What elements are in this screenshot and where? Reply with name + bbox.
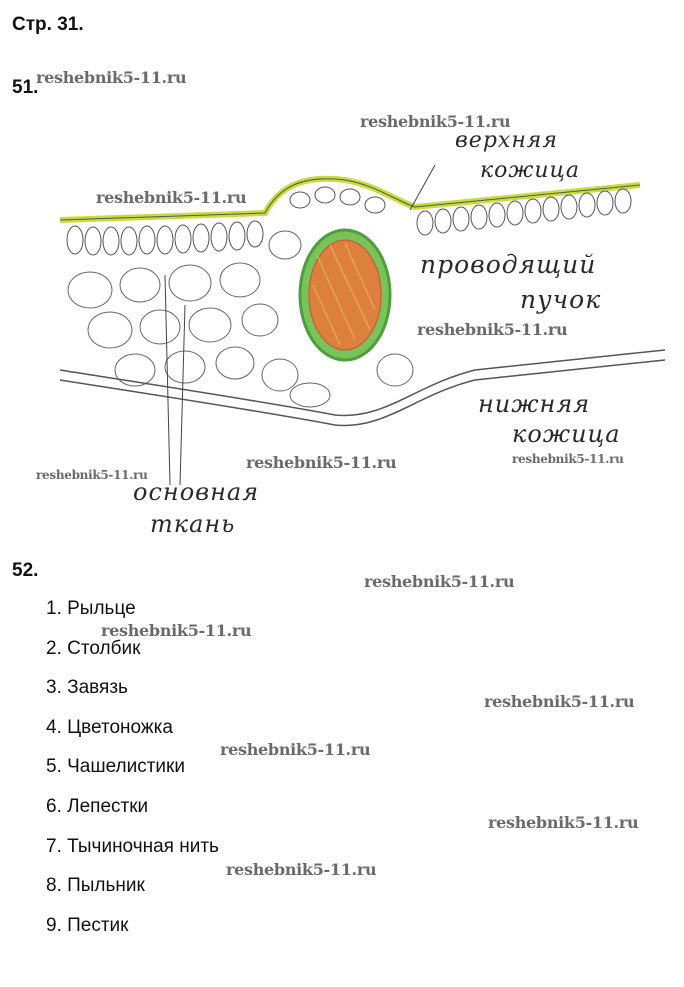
label-upper-skin-1: верхняя	[455, 128, 558, 153]
label-lower-skin-2: кожица	[512, 420, 621, 448]
watermark: reshebnik5-11.ru	[488, 813, 639, 832]
label-lower-skin-1: нижняя	[478, 390, 591, 418]
watermark: reshebnik5-11.ru	[364, 572, 515, 591]
vascular-bundle-core	[309, 240, 381, 350]
list-item: 9. Пестик	[46, 914, 129, 936]
label-ground-tissue-2: ткань	[150, 510, 236, 538]
label-ground-tissue-1: основная	[133, 478, 260, 506]
list-item: 5. Чашелистики	[46, 756, 185, 778]
list-item: 8. Пыльник	[46, 875, 145, 897]
label-upper-skin-2: кожица	[480, 158, 581, 183]
watermark: reshebnik5-11.ru	[96, 188, 247, 207]
label-bundle-2: пучок	[520, 285, 602, 314]
watermark: reshebnik5-11.ru	[220, 740, 371, 759]
watermark: reshebnik5-11.ru	[484, 692, 635, 711]
task-51-number: 51.	[12, 77, 39, 98]
list-item: 6. Лепестки	[46, 795, 149, 817]
list-item: 3. Завязь	[46, 677, 128, 699]
watermark: reshebnik5-11.ru	[360, 112, 511, 131]
watermark: reshebnik5-11.ru	[512, 452, 624, 466]
list-item: 7. Тычиночная нить	[46, 835, 219, 857]
watermark: reshebnik5-11.ru	[101, 621, 252, 640]
watermark: reshebnik5-11.ru	[417, 320, 568, 339]
list-item: 1. Рыльце	[46, 598, 136, 619]
label-bundle-1: проводящий	[420, 250, 597, 279]
task-52-number: 52.	[12, 560, 39, 581]
watermark: reshebnik5-11.ru	[246, 453, 397, 472]
page-title: Стр. 31.	[12, 14, 84, 35]
flower-parts-list	[46, 598, 219, 954]
list-item: 2. Столбик	[46, 637, 141, 659]
watermark: reshebnik5-11.ru	[36, 68, 187, 87]
watermark: reshebnik5-11.ru	[36, 468, 148, 482]
watermark: reshebnik5-11.ru	[226, 860, 377, 879]
list-item: 4. Цветоножка	[46, 716, 173, 738]
